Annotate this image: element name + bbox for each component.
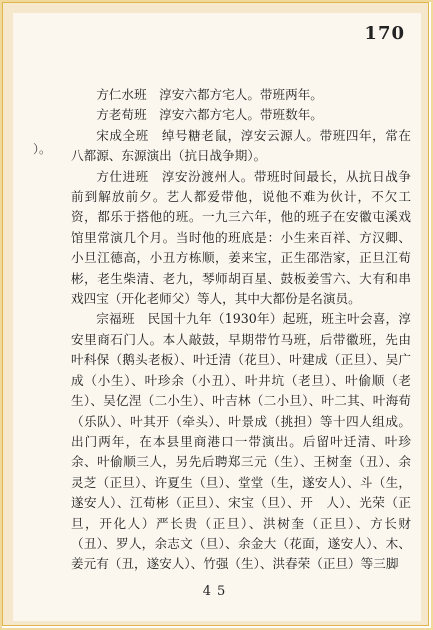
top-page-number: 170 [364, 23, 405, 44]
document-frame [2, 2, 429, 626]
body-text [71, 85, 411, 575]
paragraph-fang-shijin: 方仕进班 淳安汾渡州人。带班时间最长，从抗日战争前到解放前夕。艺人都爱带他，说他不难为伙计，不欠工资，都乐于搭他的班。一九三六年，他的班子在安徽屯溪戏馆里常演几个月。当时他的班底是：小生来百祥、方汉卿、小旦江德高，小丑方栋顺，姜来宝，正生邵浩家，正旦江荀彬，老生柴清、老九，琴师胡百星、鼓板姜雪六、大有和串戏四宝（开化老师父）等人，其中大都份是名演员。 [71, 168, 411, 307]
bottom-page-number: 45 [202, 584, 232, 599]
paragraph-song-chengquan: 宋成全班 绰号糖老鼠，淳安云源人。带班四年，常在八都源、东源演出（抗日战争期）。 [71, 127, 411, 164]
paragraph-fang-renshui: 方仁水班 淳安六都方宅人。带班两年。 [96, 87, 323, 102]
paragraph-fang-laoxun: 方老荀班 淳安六都方宅人。带班数年。 [96, 107, 323, 123]
margin-annotation: ）。 [33, 142, 52, 156]
document-page [13, 13, 421, 621]
paragraph-zongfu: 宗福班 民国十九年（1930年）起班，班主叶会喜，淳安里商石门人。本人敲鼓，早期带竹马班，后带徽班，先由叶科保（鹅头老板）、叶迁清（花旦）、叶建成（正旦）、吴广成（小生）、叶珍余（小丑）、叶井坑（老旦）、叶偷顺（老生）、吴亿涅（二小生）、叶吉林（二小旦）、叶二其、叶海荀（乐队）、叶其开（牵头）、叶景成（挑担）等十四人组成。出门两年，在本县里商港口一带演出。后留叶迁清、叶珍余、叶偷顺三人，另先后聘郑三元（生）、王树奎（丑）、余灵芝（正旦）、许夏生（旦）、堂堂（生，遂安人）、斗（生，遂安人）、江荀彬（正旦）、宋宝（旦）、开 人）、光荣（正旦，开化人）严长贵（正旦）、洪树奎（正旦）、方长财（丑）、罗人，余志文（旦）、余金大（花面，遂安人）、木、姜元有（丑，遂安人）、竹强（生）、洪春荣（正旦）等三脚 [71, 311, 411, 572]
